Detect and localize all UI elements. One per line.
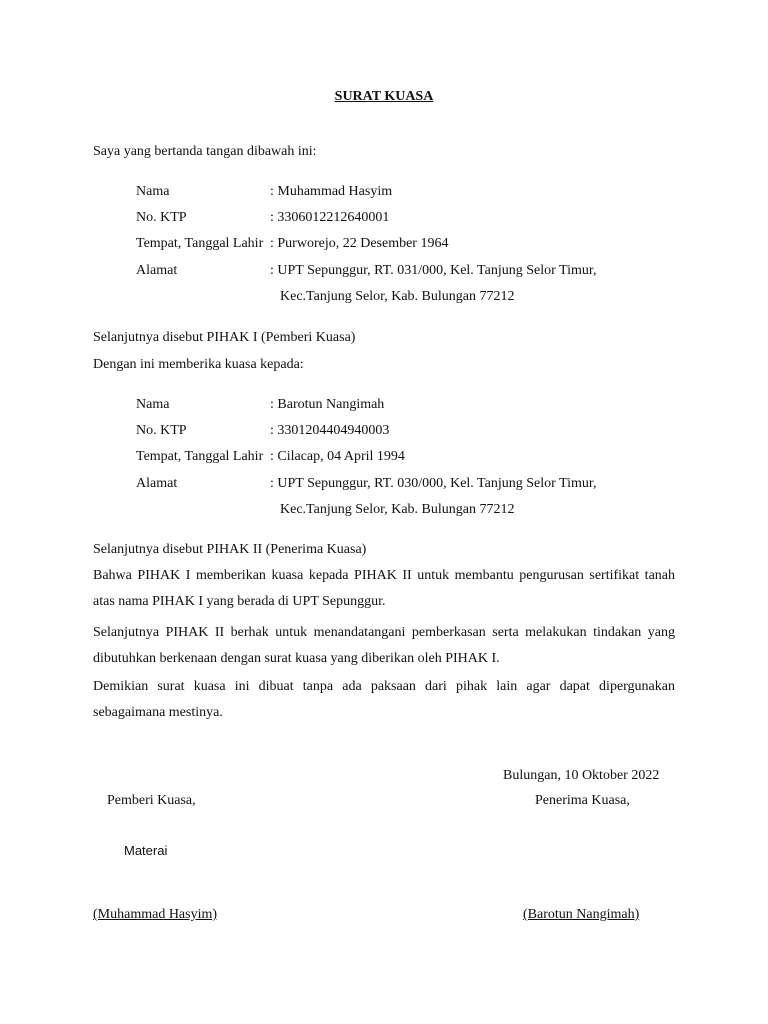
pihak2-nama-label: Nama [136, 397, 170, 412]
pihak2-ktp-label: No. KTP [136, 423, 187, 438]
pihak1-alamat-value-2: Kec.Tanjung Selor, Kab. Bulungan 77212 [280, 289, 515, 304]
pihak1-ttl-label: Tempat, Tanggal Lahir [136, 236, 264, 251]
pihak1-nama-label: Nama [136, 184, 170, 199]
pihak2-alamat-value-1: : UPT Sepunggur, RT. 030/000, Kel. Tanjung Selor Timur, [270, 476, 597, 491]
pihak2-ttl-label: Tempat, Tanggal Lahir [136, 449, 264, 464]
place-date: Bulungan, 10 Oktober 2022 [503, 768, 660, 783]
pemberi-kuasa-label: Pemberi Kuasa, [107, 793, 196, 808]
materai-stamp-label: Materai [124, 843, 168, 858]
intro-text: Saya yang bertanda tangan dibawah ini: [93, 144, 317, 159]
document-title: SURAT KUASA [334, 89, 434, 104]
pihak2-alamat-value-2: Kec.Tanjung Selor, Kab. Bulungan 77212 [280, 502, 515, 517]
pihak2-designation: Selanjutnya disebut PIHAK II (Penerima Kuasa) [93, 542, 367, 557]
pihak2-nama-value: : Barotun Nangimah [270, 397, 385, 412]
pemberi-kuasa-name: (Muhammad Hasyim) [93, 907, 218, 922]
penerima-kuasa-name: (Barotun Nangimah) [523, 907, 640, 922]
paragraph-2: Selanjutnya PIHAK II berhak untuk menandatangani pemberkasan serta melakukan tindakan yang dibutuhkan berkenaan dengan surat kuasa yang diberikan oleh PIHAK I. [93, 625, 675, 666]
pihak1-alamat-value-1: : UPT Sepunggur, RT. 031/000, Kel. Tanjung Selor Timur, [270, 263, 597, 278]
pihak1-designation: Selanjutnya disebut PIHAK I (Pemberi Kuasa) [93, 330, 356, 345]
pihak1-nama-value: : Muhammad Hasyim [270, 184, 393, 199]
pihak2-alamat-label: Alamat [136, 476, 178, 491]
paragraph-3: Demikian surat kuasa ini dibuat tanpa ada paksaan dari pihak lain agar dapat dipergunakan sebagaimana mestinya. [93, 679, 675, 720]
pihak2-ktp-value: : 3301204404940003 [270, 423, 390, 438]
pihak1-ktp-value: : 3306012212640001 [270, 210, 390, 225]
pihak1-alamat-label: Alamat [136, 263, 178, 278]
grant-intro: Dengan ini memberika kuasa kepada: [93, 357, 304, 372]
pihak1-ktp-label: No. KTP [136, 210, 187, 225]
pihak1-ttl-value: : Purworejo, 22 Desember 1964 [270, 236, 449, 251]
paragraph-1: Bahwa PIHAK I memberikan kuasa kepada PIHAK II untuk membantu pengurusan sertifikat tanah atas nama PIHAK I yang berada di UPT Sepunggur. [93, 568, 675, 609]
pihak2-ttl-value: : Cilacap, 04 April 1994 [270, 449, 405, 464]
penerima-kuasa-label: Penerima Kuasa, [535, 793, 630, 808]
